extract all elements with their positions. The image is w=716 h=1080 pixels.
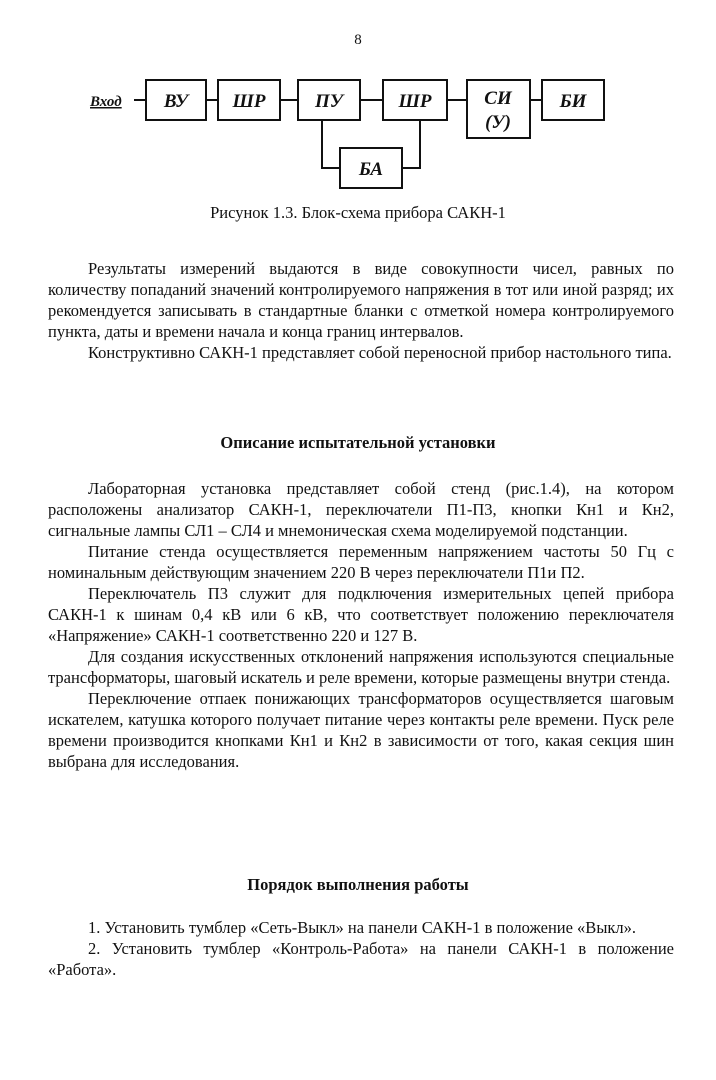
block-shr-2-label: ШР xyxy=(398,91,432,112)
page-number: 8 xyxy=(354,32,362,48)
paragraph: Питание стенда осуществляется переменным напряжением частоты 50 Гц с номинальным действующим значением 220 В через переключатели П1и П2. xyxy=(48,542,674,582)
intro-text xyxy=(48,258,674,363)
paragraph: Для создания искусственных отклонений напряжения используются специальные трансформаторы, шаговый искатель и реле времени, которые размещены внутри стенда. xyxy=(48,647,674,687)
block-bi-label: БИ xyxy=(559,91,587,112)
block-ba-label: БА xyxy=(358,159,384,180)
section-heading: Описание испытательной установки xyxy=(220,433,496,452)
paragraph: Результаты измерений выдаются в виде совокупности чисел, равных по количеству попаданий значений контролируемого напряжения в тот или иной разряд; их рекомендуется записывать в стандартные бланки с отметкой номера контролируемого пункта, даты и времени начала и конца границ интервалов. xyxy=(48,259,674,341)
paragraph: Переключатель П3 служит для подключения измерительных цепей прибора САКН-1 к шинам 0,4 кВ или 6 кВ, что соответствует положению переключателя «Напряжение» САКН-1 соответственно 220 и 127 В. xyxy=(48,584,674,645)
section-heading: Порядок выполнения работы xyxy=(247,875,469,894)
block-shr-1-label: ШР xyxy=(232,91,266,112)
list-item: 2. Установить тумблер «Контроль-Работа» на панели САКН-1 в положение «Работа». xyxy=(48,939,674,979)
figure-caption: Рисунок 1.3. Блок-схема прибора САКН-1 xyxy=(210,203,506,222)
block-si-label: СИ xyxy=(484,88,512,109)
paragraph: Лабораторная установка представляет собой стенд (рис.1.4), на котором расположены анализатор САКН-1, переключатели П1-П3, кнопки Кн1 и Кн2, сигнальные лампы СЛ1 – СЛ4 и мнемоническая схема моделируемой подстанции. xyxy=(48,479,674,540)
paragraph: Переключение отпаек понижающих трансформаторов осуществляется шаговым искателем, катушка которого получает питание через контакты реле времени. Пуск реле времени производится кнопками Кн1 и Кн2 в зависимости от того, какая секция шин выбрана для исследования. xyxy=(48,689,674,771)
block-si-sublabel: (У) xyxy=(485,112,511,133)
list-item: 1. Установить тумблер «Сеть-Выкл» на панели САКН-1 в положение «Выкл». xyxy=(88,918,637,937)
block-diagram xyxy=(0,0,716,200)
block-vu-label: ВУ xyxy=(163,91,189,112)
wire-ba-shr xyxy=(402,120,420,168)
wire-pu-ba xyxy=(322,120,340,168)
diagram-input-label: Вход xyxy=(90,94,122,110)
section-text xyxy=(48,917,674,980)
section-text xyxy=(48,478,674,772)
block-pu-label: ПУ xyxy=(315,91,343,112)
paragraph: Конструктивно САКН-1 представляет собой переносной прибор настольного типа. xyxy=(88,343,672,362)
